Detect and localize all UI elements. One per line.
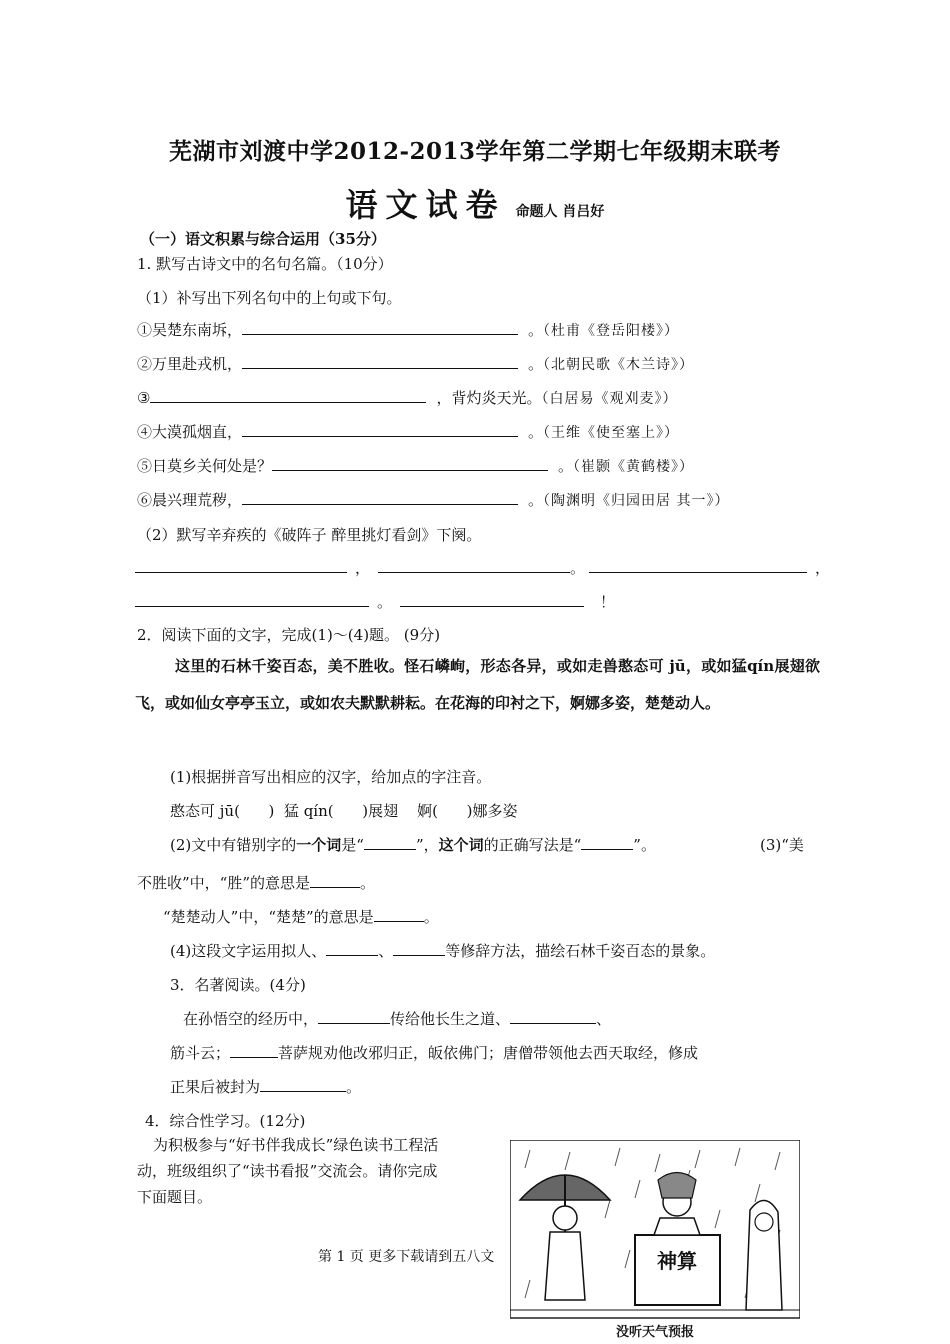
poem-line-6 [137,489,729,510]
poem-prompt: ④大漠孤烟直， [137,423,243,441]
q2-sub3-line2 [137,872,375,893]
poem-punct: 。 [528,491,544,509]
section-heading: （一）语文积累与综合运用（35分） [140,230,386,248]
text: ”。 [633,836,656,854]
punct: 。 [377,593,393,611]
poem-source: （白居易《观刈麦》） [541,391,678,407]
text: 一个词 [296,836,342,854]
text: 。 [423,908,439,926]
answer-blank[interactable] [150,387,426,403]
answer-blank[interactable] [318,1008,390,1024]
poem-prompt: ①吴楚东南坼， [137,321,243,339]
reading-passage: 这里的石林千姿百态，美不胜收。怪石嶙峋，形态各异，或如走兽憨态可 jū，或如猛qín展翅欲飞，或如仙女亭亭玉立，或如农夫默默耕耘。在花海的印衬之下，婀娜多姿，楚楚动人。 [135,657,820,712]
q4-intro-3: 下面题目。 [137,1188,213,1206]
text: 在孙悟空的经历中， [183,1010,319,1028]
poem-line-3 [137,387,677,408]
punct: ！ [600,593,616,611]
answer-blank[interactable] [242,421,518,437]
text: 正果后被封为 [170,1078,261,1096]
answer-blank[interactable] [393,940,445,956]
punct: 。 [570,559,586,577]
text: ”， [415,836,439,854]
answer-blank[interactable] [510,1008,596,1024]
answer-blank[interactable] [374,906,424,922]
text: 、 [378,942,394,960]
poem-punct: ，背灼炎天光。 [436,389,542,407]
poem-prompt: ③ [137,389,151,407]
punct: ， [355,559,371,577]
ci-blank-line-2 [135,591,615,612]
answer-blank[interactable] [272,455,548,471]
q3-line1 [183,1008,611,1029]
cartoon-illustration [510,1140,800,1340]
booth-sign: 神算 [657,1249,697,1273]
poem-source: （北朝民歌《木兰诗》） [543,357,695,373]
answer-blank[interactable] [400,591,584,607]
text: 、 [596,1010,612,1028]
poem-line-1 [137,319,679,340]
answer-blank[interactable] [326,940,378,956]
answer-blank[interactable] [230,1042,278,1058]
author-credit: 命题人 肖吕好 [515,204,605,220]
poem-punct: 。 [558,457,574,475]
q1-stem: 1. 默写古诗文中的名句名篇。（10分） [137,255,393,273]
text: 。 [346,1078,362,1096]
q3-line2 [170,1042,698,1063]
answer-blank[interactable] [135,591,369,607]
page-footer: 第 1 页 更多下载请到五八文 [318,1249,495,1265]
poem-punct: 。 [528,321,544,339]
answer-blank[interactable] [242,353,518,369]
text: (4)这段文字运用拟人、 [170,942,327,960]
answer-blank[interactable] [242,489,518,505]
cartoon-caption: 没听天气预报 [615,1325,695,1340]
q4-stem: 4．综合性学习。(12分) [145,1112,306,1130]
poem-line-2 [137,353,694,374]
answer-blank[interactable] [364,834,416,850]
text: (2)文中有错别字的 [170,836,297,854]
poem-prompt: ⑥晨兴理荒秽， [137,491,243,509]
text: 这个词 [438,836,484,854]
text: 。 [360,874,376,892]
punct: ， [815,559,831,577]
q4-intro-1: 为积极参与“好书伴我成长”绿色读书工程活 [153,1136,439,1154]
q3-line3 [170,1076,361,1097]
text: “楚楚动人”中，“楚楚”的意思是 [163,908,374,926]
subject-title: 语文试卷 [345,186,506,224]
q1-part2: （2）默写辛弃疾的《破阵子 醉里挑灯看剑》下阕。 [137,526,482,544]
poem-source: （陶渊明《归园田居 其一》） [543,493,730,509]
poem-line-4 [137,421,679,442]
subtitle-row [0,180,950,226]
q2-sub4 [170,940,715,961]
poem-source: （崔颢《黄鹤楼》） [573,459,695,475]
text: 的正确写法是“ [483,836,582,854]
cartoon-drawing [510,1140,800,1340]
poem-line-5 [137,455,694,476]
answer-blank[interactable] [581,834,633,850]
answer-blank[interactable] [310,872,360,888]
answer-blank[interactable] [589,557,807,573]
answer-blank[interactable] [378,557,570,573]
text: 菩萨规劝他改邪归正，皈依佛门；唐僧带领他去西天取经，修成 [278,1044,699,1062]
poem-punct: 。 [528,423,544,441]
q3-stem: 3．名著阅读。(4分) [170,976,306,994]
text: 传给他长生之道、 [390,1010,511,1028]
text: 筋斗云； [170,1044,231,1062]
text: 等修辞方法，描绘石林千姿百态的景象。 [445,942,716,960]
q2-stem: 2．阅读下面的文字，完成(1)～(4)题。 (9分) [137,626,441,644]
poem-prompt: ⑤日莫乡关何处是？ [137,457,273,475]
poem-punct: 。 [528,355,544,373]
answer-blank[interactable] [260,1076,346,1092]
poem-source: （王维《使至塞上》） [543,425,680,441]
answer-blank[interactable] [242,319,518,335]
text: 是“ [341,836,364,854]
text: 不胜收”中，“胜”的意思是 [137,874,311,892]
answer-blank[interactable] [135,557,347,573]
poem-prompt: ②万里赴戎机， [137,355,243,373]
q2-sub3-start: (3)“美 [760,836,804,854]
ci-blank-line-1 [135,557,830,578]
q1-part1: （1）补写出下列名句中的上句或下句。 [137,289,402,307]
q2-sub1: (1)根据拼音写出相应的汉字，给加点的字注音。 [170,768,492,786]
q2-sub1-items: 憨态可 jū( ) 猛 qín( )展翅 婀( )娜多姿 [170,802,518,820]
q2-sub3-line3 [163,906,439,927]
exam-title: 芜湖市刘渡中学2012-2013学年第二学期七年级期末联考 [168,138,782,165]
poem-source: （杜甫《登岳阳楼》） [543,323,680,339]
q2-sub2 [170,834,656,855]
q4-intro-2: 动，班级组织了“读书看报”交流会。请你完成 [137,1162,438,1180]
